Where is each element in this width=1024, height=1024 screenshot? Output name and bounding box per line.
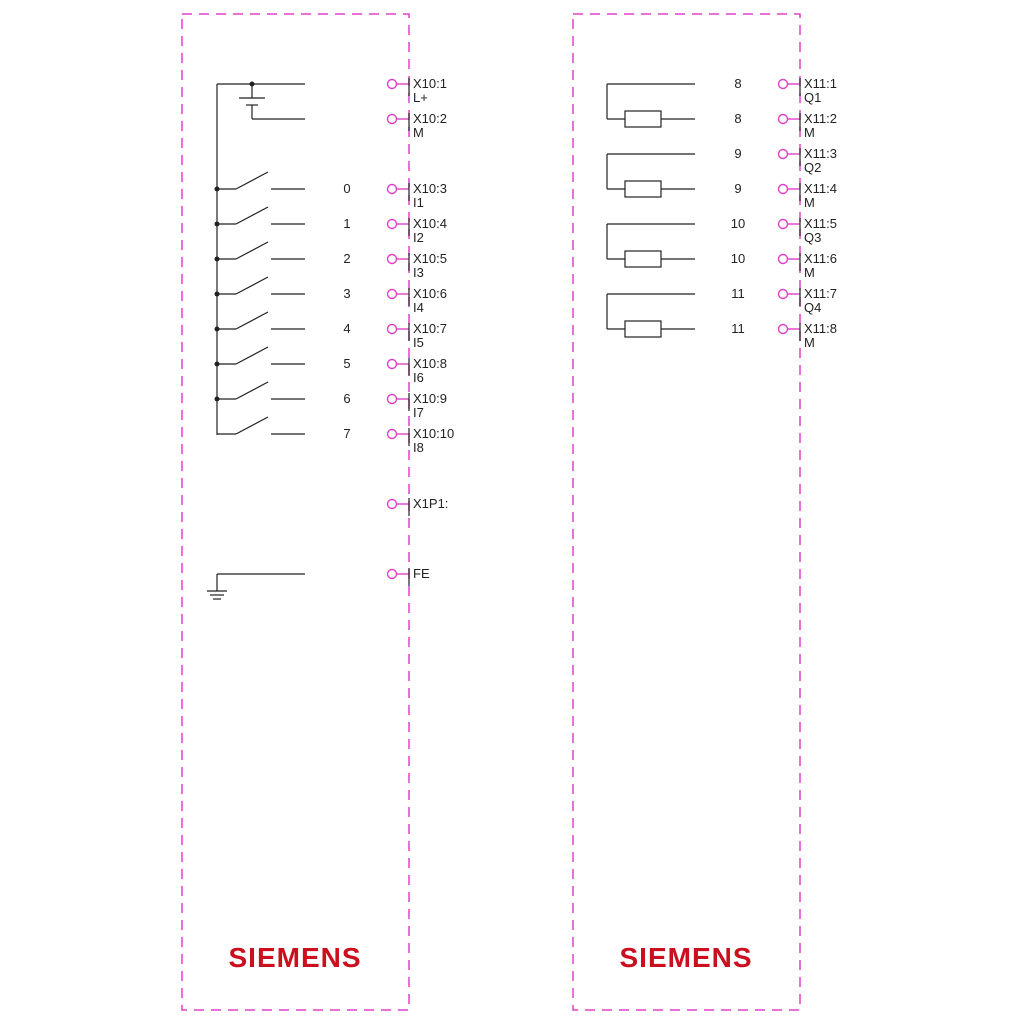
- input-1-terminal: [388, 220, 397, 229]
- input-1-id: X10:4: [413, 216, 447, 231]
- extra-0-id: X1P1:: [413, 496, 449, 511]
- input-switch-6: [236, 382, 268, 399]
- output-3-terminal: [779, 185, 788, 194]
- output-5-terminal: [779, 255, 788, 264]
- output-5-id: X11:6: [804, 251, 838, 266]
- input-0-id: X10:3: [413, 181, 447, 196]
- input-6-signal: I7: [413, 405, 424, 420]
- output-load-1: [625, 181, 661, 197]
- input-switch-0: [236, 172, 268, 189]
- output-0-id: X11:1: [804, 76, 838, 91]
- output-number-4: 10: [730, 216, 746, 231]
- input-2-id: X10:5: [413, 251, 447, 266]
- output-4-id: X11:5: [804, 216, 838, 231]
- input-3-id: X10:6: [413, 286, 447, 301]
- input-switch-4: [236, 312, 268, 329]
- extra-0-terminal: [388, 500, 397, 509]
- input-5-terminal: [388, 360, 397, 369]
- input-5-signal: I6: [413, 370, 424, 385]
- input-0-signal: I1: [413, 195, 424, 210]
- input-switch-2: [236, 242, 268, 259]
- power-1-id: X10:1: [413, 76, 447, 91]
- extra-1-terminal: [388, 570, 397, 579]
- input-3-signal: I4: [413, 300, 424, 315]
- output-number-7: 11: [731, 321, 745, 336]
- input-number-4: 4: [343, 321, 351, 336]
- module-1-outline: [182, 14, 409, 1010]
- input-switch-7: [236, 417, 268, 434]
- terminal-labels: [343, 76, 837, 581]
- output-load-2: [625, 251, 661, 267]
- ground-symbol: [207, 574, 305, 599]
- output-7-id: X11:8: [804, 321, 838, 336]
- output-1-terminal: [779, 115, 788, 124]
- module-1-brand: SIEMENS: [228, 942, 362, 973]
- power-2-terminal: [388, 115, 397, 124]
- input-switch-5: [236, 347, 268, 364]
- power-2-signal: M: [413, 125, 424, 140]
- output-4-signal: Q3: [804, 230, 822, 245]
- output-number-5: 10: [730, 251, 746, 266]
- input-3-terminal: [388, 290, 397, 299]
- input-number-7: 7: [343, 426, 351, 441]
- input-4-terminal: [388, 325, 397, 334]
- output-3-signal: M: [804, 195, 815, 210]
- input-switch-1: [236, 207, 268, 224]
- module-2-brand: SIEMENS: [619, 942, 753, 973]
- output-loads: [607, 84, 695, 337]
- output-7-terminal: [779, 325, 788, 334]
- input-switch-3: [236, 277, 268, 294]
- extra-1-id: FE: [413, 566, 430, 581]
- input-1-signal: I2: [413, 230, 424, 245]
- output-6-signal: Q4: [804, 300, 822, 315]
- power-1-signal: L+: [413, 90, 428, 105]
- input-4-id: X10:7: [413, 321, 447, 336]
- output-4-terminal: [779, 220, 788, 229]
- input-4-signal: I5: [413, 335, 424, 350]
- power-1-terminal: [388, 80, 397, 89]
- input-2-signal: I3: [413, 265, 424, 280]
- output-number-6: 11: [731, 286, 745, 301]
- input-2-terminal: [388, 255, 397, 264]
- input-7-terminal: [388, 430, 397, 439]
- input-number-3: 3: [343, 286, 351, 301]
- output-load-0: [625, 111, 661, 127]
- output-number-3: 9: [734, 181, 742, 196]
- output-6-id: X11:7: [804, 286, 838, 301]
- input-5-id: X10:8: [413, 356, 447, 371]
- output-0-terminal: [779, 80, 788, 89]
- output-0-signal: Q1: [804, 90, 822, 105]
- output-load-3: [625, 321, 661, 337]
- output-number-0: 8: [734, 76, 742, 91]
- input-7-id: X10:10: [413, 426, 455, 441]
- input-number-5: 5: [343, 356, 351, 371]
- input-switches: [215, 172, 306, 434]
- input-6-terminal: [388, 395, 397, 404]
- input-number-2: 2: [343, 251, 351, 266]
- output-number-2: 9: [734, 146, 742, 161]
- input-number-6: 6: [343, 391, 351, 406]
- output-1-signal: M: [804, 125, 815, 140]
- input-number-0: 0: [343, 181, 351, 196]
- input-number-1: 1: [343, 216, 351, 231]
- output-1-id: X11:2: [804, 111, 838, 126]
- input-6-id: X10:9: [413, 391, 447, 406]
- input-0-terminal: [388, 185, 397, 194]
- output-2-id: X11:3: [804, 146, 838, 161]
- output-7-signal: M: [804, 335, 815, 350]
- output-5-signal: M: [804, 265, 815, 280]
- output-2-signal: Q2: [804, 160, 822, 175]
- output-3-id: X11:4: [804, 181, 838, 196]
- input-7-signal: I8: [413, 440, 424, 455]
- power-supply-wiring: [217, 82, 305, 436]
- power-2-id: X10:2: [413, 111, 447, 126]
- output-2-terminal: [779, 150, 788, 159]
- output-number-1: 8: [734, 111, 742, 126]
- output-6-terminal: [779, 290, 788, 299]
